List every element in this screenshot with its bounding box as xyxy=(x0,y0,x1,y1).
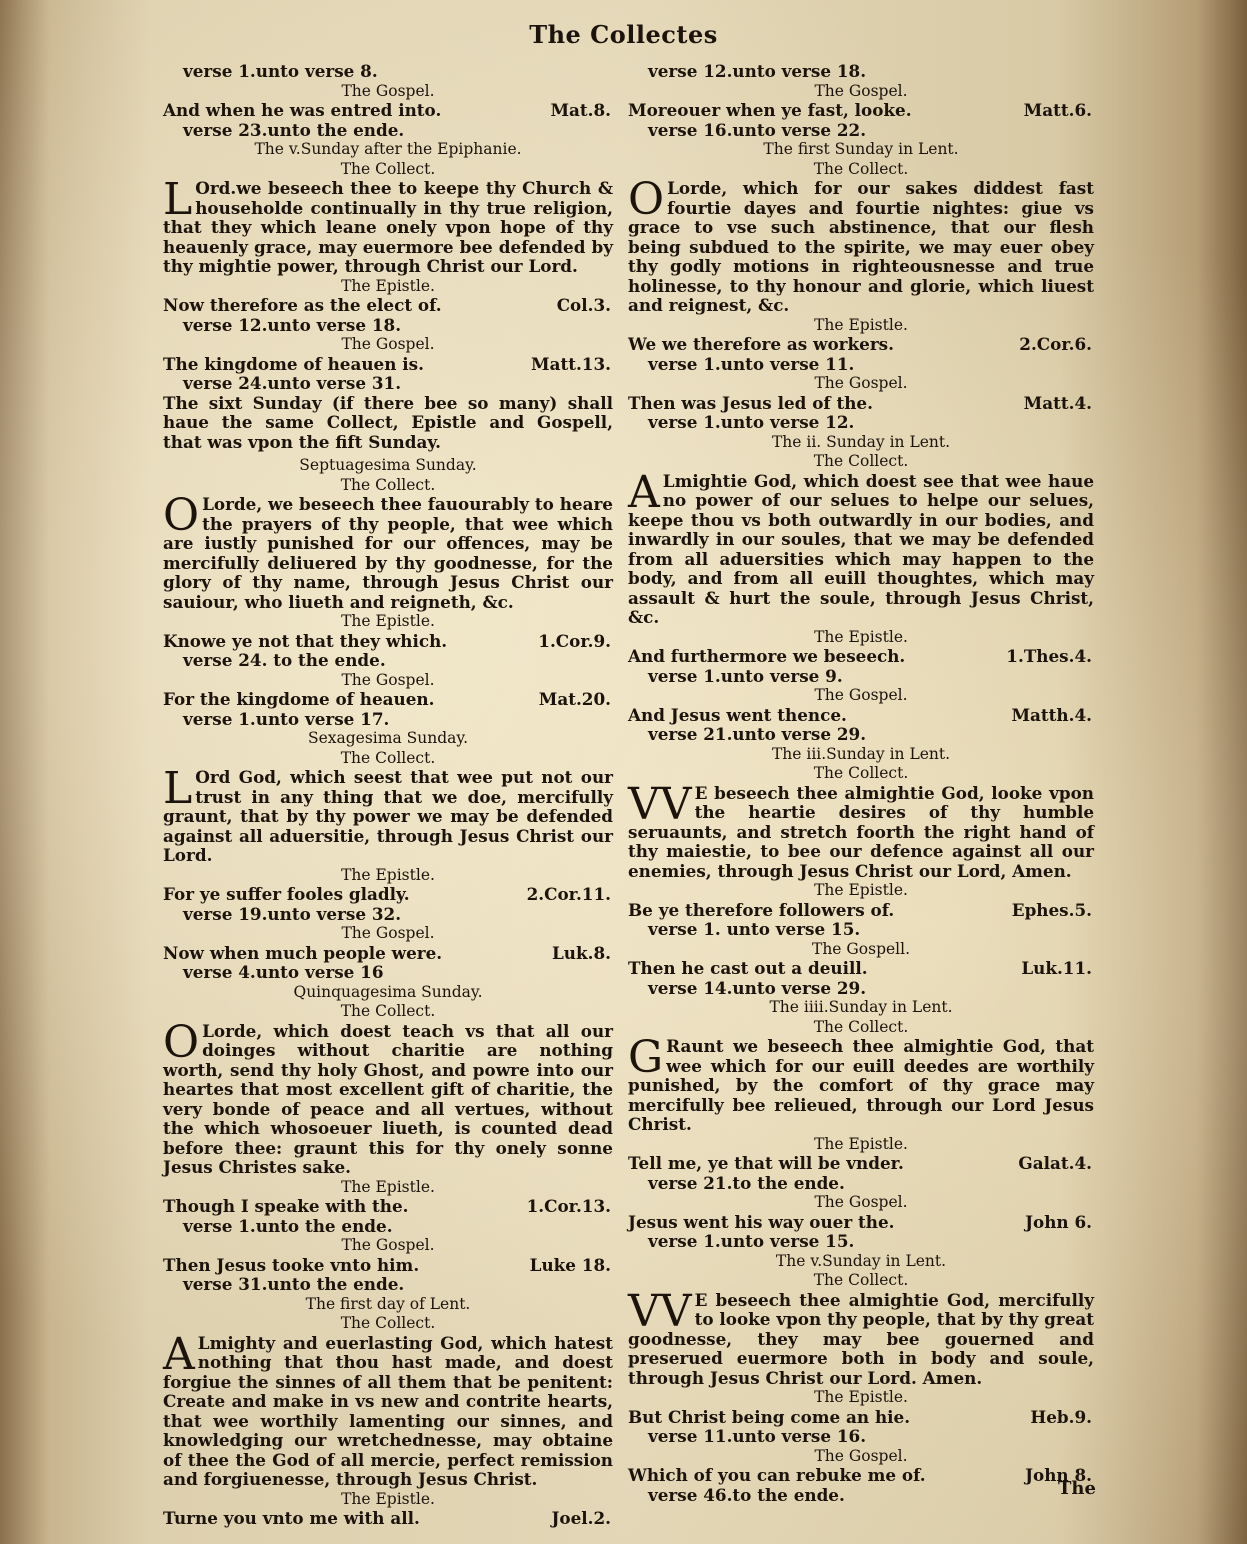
verse-range: verse 1.unto verse 15. xyxy=(648,1231,855,1251)
section-heading: The Gospel. xyxy=(341,924,435,942)
reading-incipit: Jesus went his way ouer the. John 6. xyxy=(628,1211,1092,1232)
scripture-reference: Matt.6. xyxy=(1023,100,1092,120)
scripture-reference: Mat.20. xyxy=(538,689,611,709)
section-heading: The Collect. xyxy=(340,159,436,178)
drop-cap: VV xyxy=(628,1285,692,1337)
sunday-heading: Quinquagesima Sunday. xyxy=(293,982,483,1001)
section-heading: The Collect. xyxy=(813,1271,909,1289)
scripture-reference: Joel.2. xyxy=(551,1508,611,1528)
section-heading: The Epistle. xyxy=(814,1388,908,1406)
rubric-note: The sixt Sunday (if there bee so many) shall haue the same Collect, Epistle and Gospell, that was vpon the fift Sunday. xyxy=(163,392,613,452)
section-heading: The Epistle. xyxy=(341,276,435,295)
collect-text: VV E beseech thee almightie God, looke vpon the heartie desires of thy humble seruaunts, and stretch foorth the right hand of thy maiestie, to bee our defence against all our enemies, through Jesus Christ our Lord, Amen. xyxy=(628,778,1094,881)
drop-cap: L xyxy=(163,763,193,814)
scripture-reference: 1.Thes.4. xyxy=(1006,646,1092,666)
reading-incipit: We we therefore as workers. 2.Cor.6. xyxy=(628,334,1092,354)
sunday-heading: The v.Sunday after the Epiphanie. xyxy=(254,140,522,158)
section-heading: The Gospel. xyxy=(814,1193,908,1211)
section-heading: The Gospel. xyxy=(341,670,435,689)
section-heading: The Gospel. xyxy=(814,81,908,100)
verse-range: verse 12.unto verse 18. xyxy=(648,61,867,81)
reading-incipit: Then Jesus tooke vnto him. Luke 18. xyxy=(163,1254,611,1275)
verse-range: verse 14.unto verse 29. xyxy=(648,977,867,998)
sunday-heading: The ii. Sunday in Lent. xyxy=(771,432,951,451)
scripture-reference: 2.Cor.11. xyxy=(526,884,611,904)
verse-range: verse 1.unto verse 9. xyxy=(648,665,843,686)
reading-incipit: Then was Jesus led of the. Matt.4. xyxy=(628,392,1092,413)
section-heading: The Gospel. xyxy=(814,374,908,392)
sunday-heading: The iii.Sunday in Lent. xyxy=(771,744,951,763)
reading-incipit: And Jesus went thence. Matth.4. xyxy=(628,704,1092,725)
verse-range: verse 21.to the ende. xyxy=(648,1172,845,1193)
section-heading: The Gospel. xyxy=(341,335,435,353)
scripture-reference: Luk.11. xyxy=(1021,958,1092,978)
scripture-reference: Matth.4. xyxy=(1011,704,1092,725)
reading-incipit: Now when much people were. Luk.8. xyxy=(163,942,611,963)
verse-range: verse 12.unto verse 18. xyxy=(183,314,402,335)
drop-cap: L xyxy=(163,174,193,225)
scripture-reference: Ephes.5. xyxy=(1011,899,1092,920)
verse-range: verse 31.unto the ende. xyxy=(183,1274,405,1294)
reading-incipit: For the kingdome of heauen. Mat.20. xyxy=(163,689,611,709)
sunday-heading: Septuagesima Sunday. xyxy=(299,456,477,474)
reading-incipit: Which of you can rebuke me of. John 8. xyxy=(628,1465,1092,1485)
verse-range: verse 1.unto the ende. xyxy=(183,1215,393,1236)
sunday-heading: The first Sunday in Lent. xyxy=(763,140,959,158)
section-heading: The Collect. xyxy=(340,1002,436,1020)
collect-text: L Ord.we beseech thee to keepe thy Church & householde continually in thy true religion, that they which leane onely vpon hope of thy heauenly grace, may euermore bee defended by thy mightie power, through Christ our Lord. xyxy=(163,174,613,276)
section-heading: The Collect. xyxy=(340,748,436,767)
section-heading: The Collect. xyxy=(813,159,909,178)
drop-cap: A xyxy=(628,466,660,518)
scripture-reference: 1.Cor.13. xyxy=(526,1196,611,1216)
verse-range: verse 4.unto verse 16 xyxy=(183,962,384,982)
reading-incipit: Tell me, ye that will be vnder. Galat.4. xyxy=(628,1153,1092,1173)
reading-incipit: Be ye therefore followers of. Ephes.5. xyxy=(628,899,1092,920)
scripture-reference: Luke 18. xyxy=(529,1254,611,1275)
verse-range: verse 19.unto verse 32. xyxy=(183,903,402,924)
verse-range: verse 23.unto the ende. xyxy=(183,119,405,140)
verse-range: verse 16.unto verse 22. xyxy=(648,119,867,140)
reading-incipit: Then he cast out a deuill. Luk.11. xyxy=(628,958,1092,978)
section-heading: The Epistle. xyxy=(341,865,435,884)
section-heading: The Collect. xyxy=(813,452,909,470)
scripture-reference: Matt.4. xyxy=(1023,392,1092,413)
verse-range: verse 21.unto verse 29. xyxy=(648,724,867,744)
scripture-reference: John 6. xyxy=(1025,1211,1092,1232)
collect-text: A Lmightie God, which doest see that wee haue no power of our selues to helpe our selues, keepe thou vs both outwardly in our bodies, and inwardly in our soules, that we may be defended from all aduersities which may happen to the body, and from all euill thoughtes, which may assault & hurt the soule, through Jesus Christ, &c. xyxy=(628,466,1094,627)
reading-incipit: But Christ being come an hie. Heb.9. xyxy=(628,1406,1092,1427)
scripture-reference: 1.Cor.9. xyxy=(538,630,611,651)
section-heading: The Gospel. xyxy=(341,1236,435,1254)
scripture-reference: Col.3. xyxy=(556,295,611,315)
section-heading: The Collect. xyxy=(340,475,436,494)
scripture-reference: Matt.13. xyxy=(531,353,611,374)
section-heading: The Gospell. xyxy=(811,939,911,958)
reading-incipit: And when he was entred into. Mat.8. xyxy=(163,100,611,120)
verse-range: verse 1.unto verse 11. xyxy=(648,353,855,374)
reading-incipit: And furthermore we beseech. 1.Thes.4. xyxy=(628,646,1092,666)
section-heading: The Epistle. xyxy=(814,1134,908,1153)
reading-incipit: Turne you vnto me with all. Joel.2. xyxy=(163,1508,611,1528)
section-heading: The Collect. xyxy=(813,1017,909,1036)
sunday-heading: Sexagesima Sunday. xyxy=(307,729,469,747)
drop-cap: O xyxy=(163,490,200,541)
section-heading: The Collect. xyxy=(813,764,909,782)
collect-text: L Ord God, which seest that wee put not our trust in any thing that we doe, mercifully graunt, that by thy power we may be defended against all aduersitie, through Jesus Christ our Lord. xyxy=(163,763,613,865)
left-column xyxy=(163,62,613,1529)
sunday-heading: The first day of Lent. xyxy=(305,1294,471,1313)
verse-range: verse 1. unto verse 15. xyxy=(648,919,861,939)
section-heading: The Epistle. xyxy=(814,627,908,646)
reading-incipit: For ye suffer fooles gladly. 2.Cor.11. xyxy=(163,884,611,904)
reading-incipit: Now therefore as the elect of. Col.3. xyxy=(163,295,611,315)
scripture-reference: Mat.8. xyxy=(550,100,611,120)
verse-range: verse 1.unto verse 12. xyxy=(648,412,855,432)
verse-range: verse 11.unto verse 16. xyxy=(648,1426,867,1446)
drop-cap: O xyxy=(163,1016,200,1068)
drop-cap: G xyxy=(628,1032,664,1083)
collect-text: G Raunt we beseech thee almightie God, that wee which for our euill deedes are worthily punished, by the comfort of thy grace may mercifully bee relieued, through our Lord Jesus Christ. xyxy=(628,1032,1094,1134)
section-heading: The Epistle. xyxy=(341,612,435,630)
drop-cap: A xyxy=(163,1328,195,1380)
collect-text: O Lorde, we beseech thee fauourably to heare the prayers of thy people, that wee which are iustly punished for our offences, may be mercifully deliuered by thy goodnesse, for the glory of thy name, through Jesus Christ our sauiour, who liueth and reigneth, &c. xyxy=(163,490,613,612)
section-heading: The Gospel. xyxy=(341,81,435,100)
section-heading: The Gospel. xyxy=(814,686,908,704)
collect-text: A Lmighty and euerlasting God, which hatest nothing that thou hast made, and doest forgiue the sinnes of all them that be penitent: Create and make in vs new and contrite hearts, that wee worthily lamenting our sinnes, and knowledging our wretchednesse, may obtaine of thee the God of all mercie, perfect remission and forgiuenesse, through Jesus Christ. xyxy=(163,1328,613,1489)
scripture-reference: Heb.9. xyxy=(1030,1406,1092,1427)
verse-range: verse 24.unto verse 31. xyxy=(183,373,402,393)
verse-range: verse 24. to the ende. xyxy=(183,650,386,670)
verse-range: verse 1.unto verse 17. xyxy=(183,708,390,729)
reading-incipit: The kingdome of heauen is. Matt.13. xyxy=(163,353,611,374)
section-heading: The Epistle. xyxy=(814,881,908,899)
drop-cap: O xyxy=(628,174,665,225)
section-heading: The Epistle. xyxy=(341,1177,435,1196)
scripture-reference: Galat.4. xyxy=(1018,1153,1092,1173)
verse-range: verse 1.unto verse 8. xyxy=(183,61,378,81)
scripture-reference: 2.Cor.6. xyxy=(1019,334,1092,354)
right-column xyxy=(628,62,1094,1505)
collect-text: O Lorde, which doest teach vs that all our doinges without charitie are nothing worth, send thy holy Ghost, and powre into our heartes that most excellent gift of charitie, the very bonde of peace and all vertues, without the which whosoeuer liueth, is counted dead before thee: graunt this for thy onely sonne Jesus Christes sake. xyxy=(163,1016,613,1177)
scripture-reference: Luk.8. xyxy=(552,942,611,963)
sunday-heading: The v.Sunday in Lent. xyxy=(775,1251,947,1270)
collect-text: O Lorde, which for our sakes diddest fast fourtie dayes and fourtie nightes: giue vs grace to vse such abstinence, that our flesh being subdued to the spirite, we may euer obey thy godly motions in righteousnesse and true holinesse, to thy honour and glorie, which liuest and reignest, &c. xyxy=(628,174,1094,315)
verse-range: verse 46.to the ende. xyxy=(648,1484,845,1505)
catchword: The xyxy=(1058,1478,1096,1499)
reading-incipit: Though I speake with the. 1.Cor.13. xyxy=(163,1196,611,1216)
reading-incipit: Moreouer when ye fast, looke. Matt.6. xyxy=(628,100,1092,120)
collect-text: VV E beseech thee almightie God, mercifully to looke vpon thy people, that by thy great goodnesse, they may bee gouerned and preserued euermore both in body and soule, through Jesus Christ our Lord. Amen. xyxy=(628,1285,1094,1388)
drop-cap: VV xyxy=(628,778,692,830)
section-heading: The Epistle. xyxy=(341,1489,435,1508)
scripture-reference: John 8. xyxy=(1025,1465,1092,1485)
section-heading: The Collect. xyxy=(340,1314,436,1332)
section-heading: The Gospel. xyxy=(814,1446,908,1465)
section-heading: The Epistle. xyxy=(814,315,908,334)
running-header: The Collectes xyxy=(529,20,718,49)
reading-incipit: Knowe ye not that they which. 1.Cor.9. xyxy=(163,630,611,651)
sunday-heading: The iiii.Sunday in Lent. xyxy=(769,998,953,1016)
